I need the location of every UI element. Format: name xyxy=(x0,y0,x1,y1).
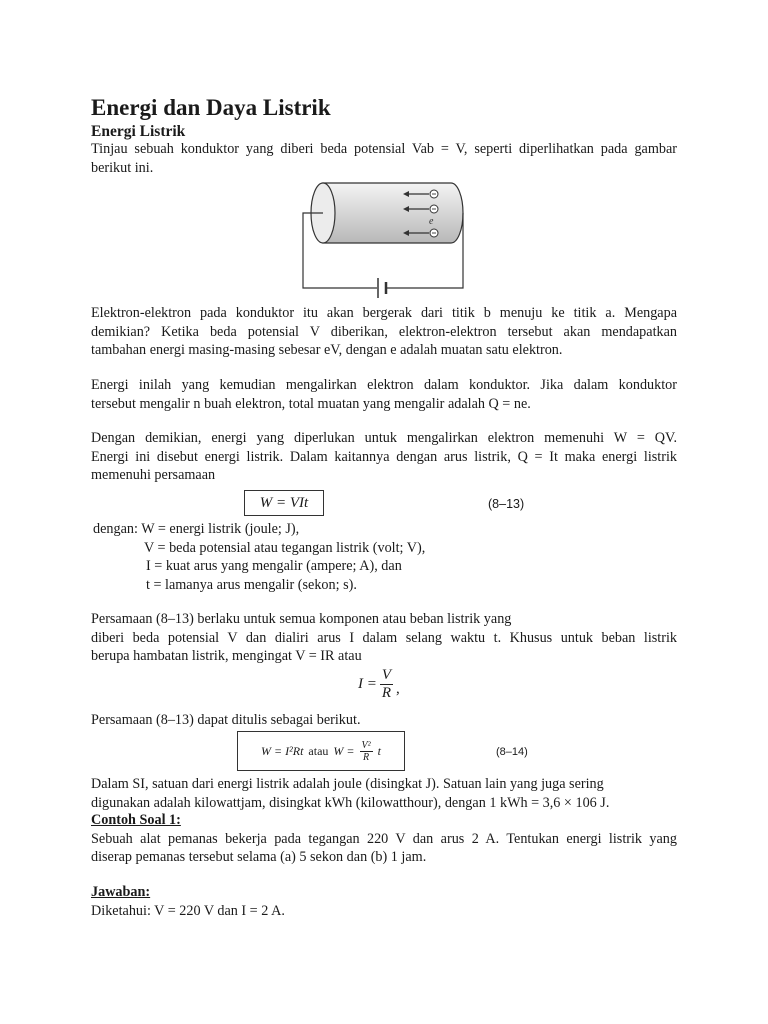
equation-connector: atau xyxy=(308,743,329,758)
fraction-numerator: V² xyxy=(361,739,371,751)
example-line: Sebuah alat pemanas bekerja pada tegangan 220 V dan arus 2 A. Tentukan energi listrik yang xyxy=(91,830,677,847)
equation-number: (8–14) xyxy=(496,746,528,758)
paragraph-line: Persamaan (8–13) dapat ditulis sebagai berikut. xyxy=(91,712,361,728)
example-section xyxy=(91,811,677,867)
answer-heading: Jawaban: xyxy=(91,884,151,900)
paragraph-line: Elektron-elektron pada konduktor itu akan bergerak dari titik b menuju ke titik a. Mengapa xyxy=(91,305,677,321)
paragraph-line: diberi beda potensial V dan dialiri arus I dalam selang waktu t. Khusus untuk beban listrik xyxy=(91,629,677,646)
paragraph-6 xyxy=(91,775,677,812)
equation-formula: W = I²Rt xyxy=(261,743,304,758)
definition-item: t = lamanya arus mengalir (sekon; s). xyxy=(146,576,357,593)
fraction-denominator: R xyxy=(381,685,392,701)
paragraph-line: tersebut mengalir n buah elektron, total muatan yang mengalir adalah Q = ne. xyxy=(91,395,531,412)
paragraph-line: berupa hambatan listrik, mengingat V = IR atau xyxy=(91,648,362,665)
example-heading: Contoh Soal 1: xyxy=(91,812,181,828)
equation-lhs: I = xyxy=(358,676,377,693)
paragraph-line: Energi inilah yang kemudian mengalirkan elektron dalam konduktor. Jika dalam konduktor xyxy=(91,377,677,393)
paragraph-line: Dalam SI, satuan dari energi listrik adalah joule (disingkat J). Satuan lain yang juga sering xyxy=(91,776,604,792)
paragraph-line: Energi ini disebut energi listrik. Dalam kaitannya dengan arus listrik, Q = It maka energi listrik xyxy=(91,448,677,465)
paragraph-line: demikian? Ketika beda potensial V diberikan, elektron-elektron tersebut akan mendapatkan xyxy=(91,323,677,340)
paragraph-4 xyxy=(91,610,677,666)
answer-line: Diketahui: V = 220 V dan I = 2 A. xyxy=(91,902,285,919)
paragraph-line: memenuhi persamaan xyxy=(91,467,216,484)
fraction-numerator: V xyxy=(381,667,392,683)
electron-label: e xyxy=(429,216,434,227)
equation-box xyxy=(237,731,405,771)
definition-item: dengan: W = energi listrik (joule; J), xyxy=(93,521,300,537)
equation-lhs: W = xyxy=(333,743,355,758)
ohm-equation xyxy=(358,667,400,702)
equation-comma: , xyxy=(396,681,400,698)
conductor-diagram xyxy=(301,178,561,300)
definition-item: V = beda potensial atau tegangan listrik (volt; V), xyxy=(144,539,426,556)
paragraph-line: Persamaan (8–13) berlaku untuk semua komponen atau beban listrik yang xyxy=(91,611,512,627)
paragraph-2 xyxy=(91,376,677,413)
answer-section xyxy=(91,883,677,920)
intro-line: Tinjau sebuah konduktor yang diberi beda potensial Vab = V, seperti diperlihatkan pada gambar xyxy=(91,141,677,157)
paragraph-3 xyxy=(91,429,677,485)
paragraph-line: digunakan adalah kilowattjam, disingkat kWh (kilowatthour), dengan 1 kWh = 3,6 × 106 J. xyxy=(91,794,610,811)
intro-line: berikut ini. xyxy=(91,159,154,176)
fraction-denominator: R xyxy=(363,751,370,763)
equation-fraction xyxy=(360,740,373,763)
conductor-body xyxy=(323,183,463,243)
definitions-list xyxy=(91,520,677,594)
section-heading: Energi Listrik xyxy=(91,123,186,140)
paragraph-line: tambahan energi masing-masing sebesar eV, dengan e adalah muatan satu elektron. xyxy=(91,342,563,359)
paragraph-line: Dengan demikian, energi yang diperlukan untuk mengalirkan elektron memenuhi W = QV. xyxy=(91,430,677,446)
equation-fraction xyxy=(380,667,393,702)
example-line: diserap pemanas tersebut selama (a) 5 sekon dan (b) 1 jam. xyxy=(91,849,427,866)
definition-item: I = kuat arus yang mengalir (ampere; A), dan xyxy=(146,558,402,575)
equation-number: (8–13) xyxy=(488,497,525,511)
paragraph-5 xyxy=(91,711,677,730)
equation-box xyxy=(244,490,324,516)
intro-paragraph xyxy=(91,140,677,177)
equation-formula: W = VIt xyxy=(259,494,309,511)
equation-variable: t xyxy=(377,743,381,758)
paragraph-1 xyxy=(91,304,677,360)
page-title: Energi dan Daya Listrik xyxy=(91,95,331,120)
